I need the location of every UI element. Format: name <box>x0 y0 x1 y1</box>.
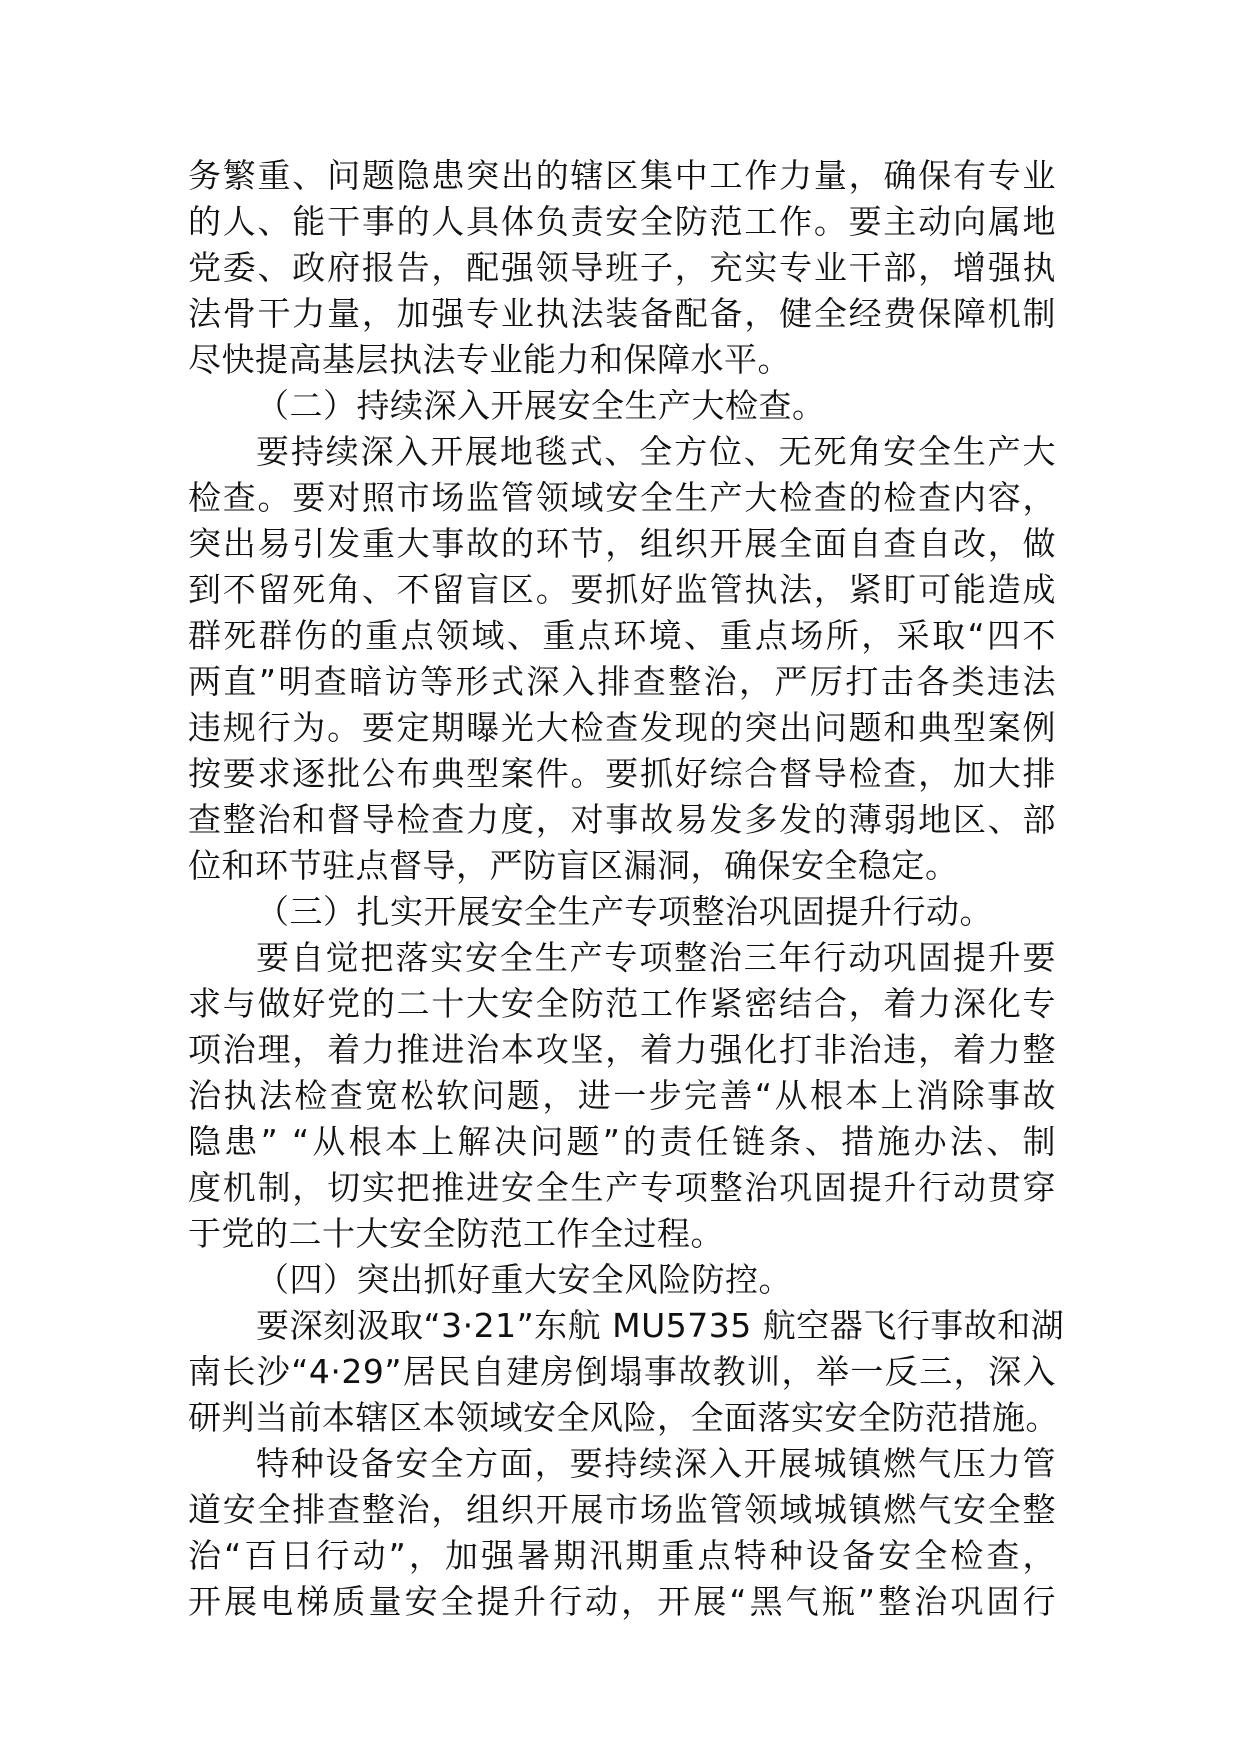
text-line: 的人、能干事的人具体负责安全防范工作。要主动向属地 <box>188 202 1056 241</box>
text-line: 开展电梯质量安全提升行动，开展“黑气瓶”整治巩固行 <box>188 1582 1056 1621</box>
text-line: 党委、政府报告，配强领导班子，充实专业干部，增强执 <box>188 248 1056 287</box>
text-line: 道安全排查整治，组织开展市场监管领域城镇燃气安全整 <box>188 1490 1056 1529</box>
section-heading: （四）突出抓好重大安全风险防控。 <box>256 1260 792 1299</box>
text-line: 查整治和督导检查力度，对事故易发多发的薄弱地区、部 <box>188 800 1056 839</box>
text-line: 检查。要对照市场监管领域安全生产大检查的检查内容， <box>188 478 1056 517</box>
text-line: 按要求逐批公布典型案件。要抓好综合督导检查，加大排 <box>188 754 1056 793</box>
body-text <box>188 153 1065 1625</box>
text-line: 度机制，切实把推进安全生产专项整治巩固提升行动贯穿 <box>188 1168 1056 1207</box>
text-line: 群死群伤的重点领域、重点环境、重点场所，采取“四不 <box>188 616 1056 655</box>
text-line: 尽快提高基层执法专业能力和保障水平。 <box>188 340 791 379</box>
text-line: 要深刻汲取“3·21”东航 MU5735 航空器飞行事故和湖 <box>256 1306 1065 1345</box>
text-line: 要持续深入开展地毯式、全方位、无死角安全生产大 <box>256 432 1056 471</box>
text-line: 研判当前本辖区本领域安全风险，全面落实安全防范措施。 <box>188 1398 1059 1437</box>
text-line: 违规行为。要定期曝光大检查发现的突出问题和典型案例 <box>188 708 1056 747</box>
text-line: 治执法检查宽松软问题，进一步完善“从根本上消除事故 <box>188 1076 1056 1115</box>
text-line: 要自觉把落实安全生产专项整治三年行动巩固提升要 <box>256 938 1056 977</box>
text-line: 治“百日行动”，加强暑期汛期重点特种设备安全检查， <box>188 1536 1056 1575</box>
text-line: 项治理，着力推进治本攻坚，着力强化打非治违，着力整 <box>188 1030 1056 1069</box>
text-line: 于党的二十大安全防范工作全过程。 <box>188 1214 724 1253</box>
text-line: 南长沙“4·29”居民自建房倒塌事故教训，举一反三，深入 <box>188 1352 1056 1391</box>
text-line: 法骨干力量，加强专业执法装备配备，健全经费保障机制 <box>188 294 1056 333</box>
text-line: 求与做好党的二十大安全防范工作紧密结合，着力深化专 <box>188 984 1056 1023</box>
text-line: 突出易引发重大事故的环节，组织开展全面自查自改，做 <box>188 524 1056 563</box>
text-line: 务繁重、问题隐患突出的辖区集中工作力量，确保有专业 <box>188 156 1056 195</box>
section-heading: （二）持续深入开展安全生产大检查。 <box>256 386 826 425</box>
text-line: 特种设备安全方面，要持续深入开展城镇燃气压力管 <box>256 1444 1056 1483</box>
section-heading: （三）扎实开展安全生产专项整治巩固提升行动。 <box>256 892 993 931</box>
text-line: 两直”明查暗访等形式深入排查整治，严厉打击各类违法 <box>188 662 1056 701</box>
text-line: 位和环节驻点督导，严防盲区漏洞，确保安全稳定。 <box>188 846 959 885</box>
text-line: 到不留死角、不留盲区。要抓好监管执法，紧盯可能造成 <box>188 570 1056 609</box>
text-line: 隐患” “从根本上解决问题”的责任链条、措施办法、制 <box>188 1122 1056 1161</box>
